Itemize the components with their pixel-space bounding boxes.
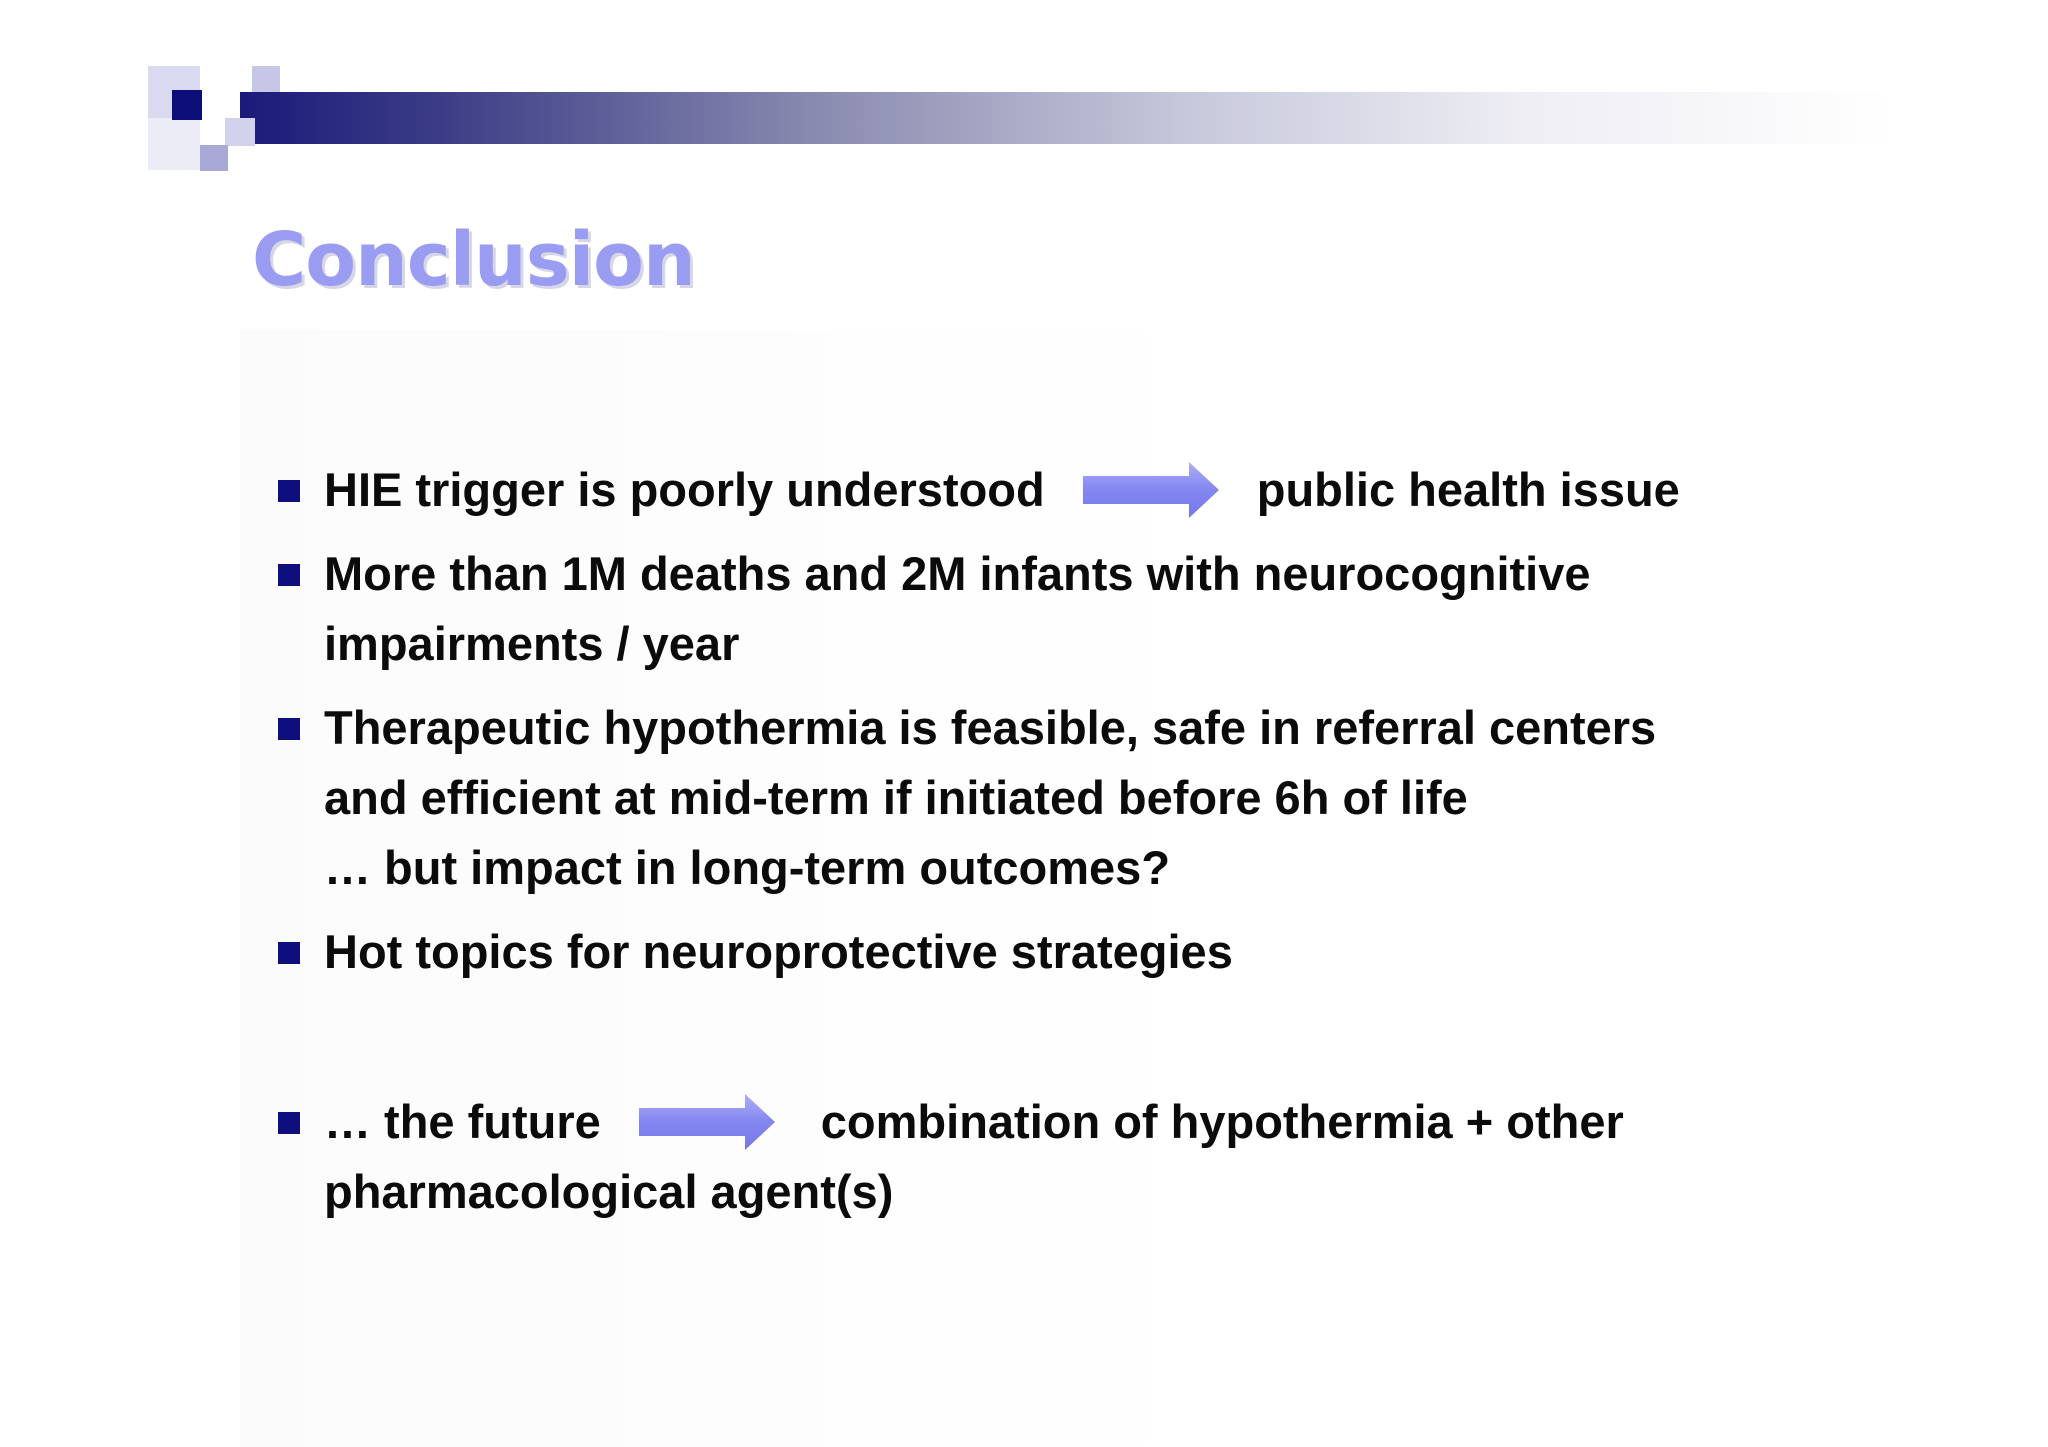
bullet-text: Therapeutic hypothermia is feasible, safe in referral centers: [324, 701, 1657, 754]
right-arrow-icon: [1081, 460, 1221, 520]
bullet-text: … the future: [324, 1095, 601, 1148]
header-square: [225, 118, 255, 146]
bullet-text: More than 1M deaths and 2M infants with neurocognitive: [324, 547, 1591, 600]
slide-title: Conclusion: [252, 217, 695, 303]
bullet-text: impairments / year: [324, 617, 740, 670]
square-bullet-icon: [278, 564, 300, 586]
bullet-text: … but impact in long-term outcomes?: [324, 841, 1171, 894]
right-arrow-icon: [637, 1092, 777, 1152]
bullet-item: [278, 693, 1878, 903]
header-square: [200, 145, 228, 171]
bullet-text: HIE trigger is poorly understood: [324, 463, 1045, 516]
header-gradient-bar: [240, 92, 1890, 144]
header-square: [252, 66, 280, 94]
bullet-list: [278, 455, 1878, 1227]
square-bullet-icon: [278, 480, 300, 502]
bullet-text: combination of hypothermia + other: [820, 1095, 1624, 1148]
square-bullet-icon: [278, 1112, 300, 1134]
bullet-text: pharmacological agent(s): [324, 1165, 894, 1218]
bullet-item: [278, 917, 1878, 987]
header-square: [172, 90, 202, 120]
header-square: [148, 118, 200, 170]
bullet-text: Hot topics for neuroprotective strategies: [324, 925, 1233, 978]
bullet-item: [278, 455, 1878, 525]
square-bullet-icon: [278, 942, 300, 964]
square-bullet-icon: [278, 718, 300, 740]
bullet-item: [278, 1087, 1878, 1227]
bullet-item: [278, 539, 1878, 679]
bullet-text: and efficient at mid-term if initiated before 6h of life: [324, 771, 1468, 824]
bullet-text: public health issue: [1256, 463, 1680, 516]
